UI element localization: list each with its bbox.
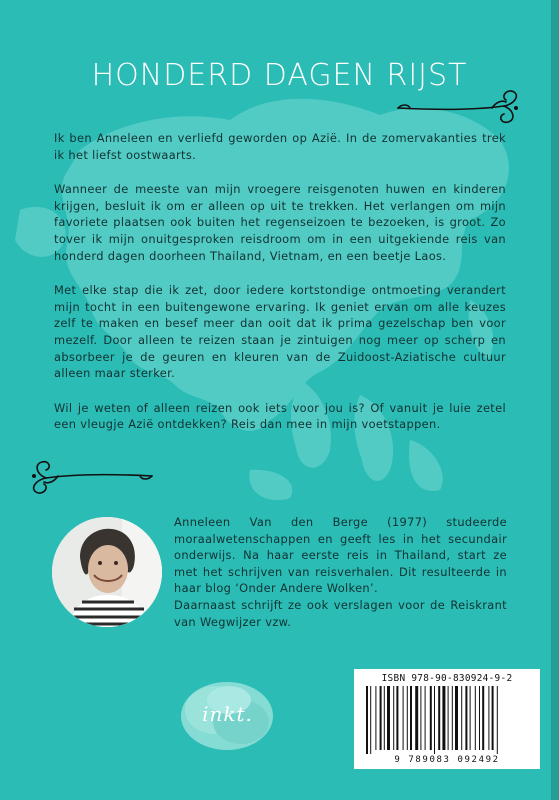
- barcode-bar: [430, 686, 432, 750]
- blurb-text: [54, 130, 506, 451]
- barcode-bar: [455, 686, 458, 750]
- barcode-bar: [465, 686, 467, 750]
- barcode-bar: [375, 686, 376, 750]
- barcode-bar: [497, 686, 498, 754]
- barcode-bar: [366, 686, 368, 754]
- barcode-bar: [479, 686, 480, 750]
- barcode-bar: [380, 686, 382, 750]
- barcode-bar: [396, 686, 398, 750]
- barcode-bar: [482, 686, 484, 750]
- top-right-flourish-icon: [396, 88, 526, 128]
- barcode-bar: [403, 686, 404, 750]
- barcode-bar: [384, 686, 385, 750]
- bio-paragraph: Anneleen Van den Berge (1977) studeerde moraalwetenschappen en geeft les in het secundair onderwijs. Na haar eerste reis in Thailand, start ze met het schrijven van reisverhalen. Dit resulteerde in haar blog ‘Onder Andere Wolken’.: [174, 515, 507, 596]
- barcode-bar: [434, 686, 435, 754]
- barcode-bar: [438, 686, 440, 750]
- barcode-bar: [410, 686, 412, 750]
- barcode-number: 9 789083 092492: [394, 755, 500, 765]
- blurb-paragraph: Wil je weten of alleen reizen ook iets voor jou is? Of vanuit je luie zetel een vleugje Azië ontdekken? Reis dan mee in mijn voetstappen.: [54, 400, 506, 432]
- barcode-bar: [442, 686, 445, 750]
- publisher-logo-text: inkt.: [202, 702, 253, 726]
- bottom-left-flourish-icon: [24, 456, 154, 496]
- book-title: HONDERD DAGEN RIJST: [91, 58, 468, 93]
- barcode-bar: [488, 686, 489, 750]
- isbn-barcode-icon: [364, 686, 530, 754]
- publisher-logo: [175, 670, 280, 760]
- barcode-bar: [470, 686, 471, 750]
- author-photo: [52, 517, 162, 627]
- barcode-bar: [448, 686, 449, 750]
- author-bio: [174, 514, 507, 630]
- barcode-bar: [492, 686, 494, 750]
- barcode-bar: [415, 686, 418, 750]
- barcode-bar: [452, 686, 453, 750]
- barcode-bar: [420, 686, 421, 750]
- barcode-bar: [475, 686, 476, 750]
- isbn-label: ISBN 978-90-830924-9-2: [381, 673, 513, 684]
- blurb-paragraph: Met elke stap die ik zet, door iedere kortstondige ontmoeting verandert mijn tocht in een buitengewone ervaring. Ik geniet ervan om alle keuzes zelf te maken en besef meer dan ooit dat ik prima gezelschap ben voor mezelf. Door alleen te reizen staan je zintuigen nog meer op scherp en absorbeer je de geuren en kleuren van de Zuidoost-Aziatische cultuur alleen maar sterker.: [54, 283, 506, 381]
- author-portrait-icon: [52, 517, 162, 627]
- barcode-bar: [370, 686, 371, 754]
- blurb-paragraph: Ik ben Anneleen en verliefd geworden op Azië. In de zomervakanties trek ik het liefst oostwaarts.: [54, 131, 506, 162]
- bio-paragraph: Daarnaast schrijft ze ook verslagen voor de Reiskrant van Wegwijzer vzw.: [174, 597, 507, 629]
- barcode-bar: [425, 686, 426, 750]
- blurb-paragraph: Wanneer de meeste van mijn vroegere reisgenoten huwen en kinderen krijgen, besluit ik om er alleen op uit te trekken. Het verlangen om mijn favoriete plaatsen ook buiten het regenseizoen te bezoeken, is groot. Zo tover ik mijn onuitgesproken reisdroom om in een uitgekiende reis van honderd dagen doorheen Thailand, Vietnam, en een beetje Laos.: [54, 182, 506, 263]
- barcode-bar: [461, 686, 462, 750]
- barcode-bar: [387, 686, 390, 750]
- barcode-bar: [407, 686, 408, 750]
- barcode-bar: [393, 686, 394, 750]
- barcode-area: [354, 669, 540, 769]
- spine-edge: [551, 0, 559, 800]
